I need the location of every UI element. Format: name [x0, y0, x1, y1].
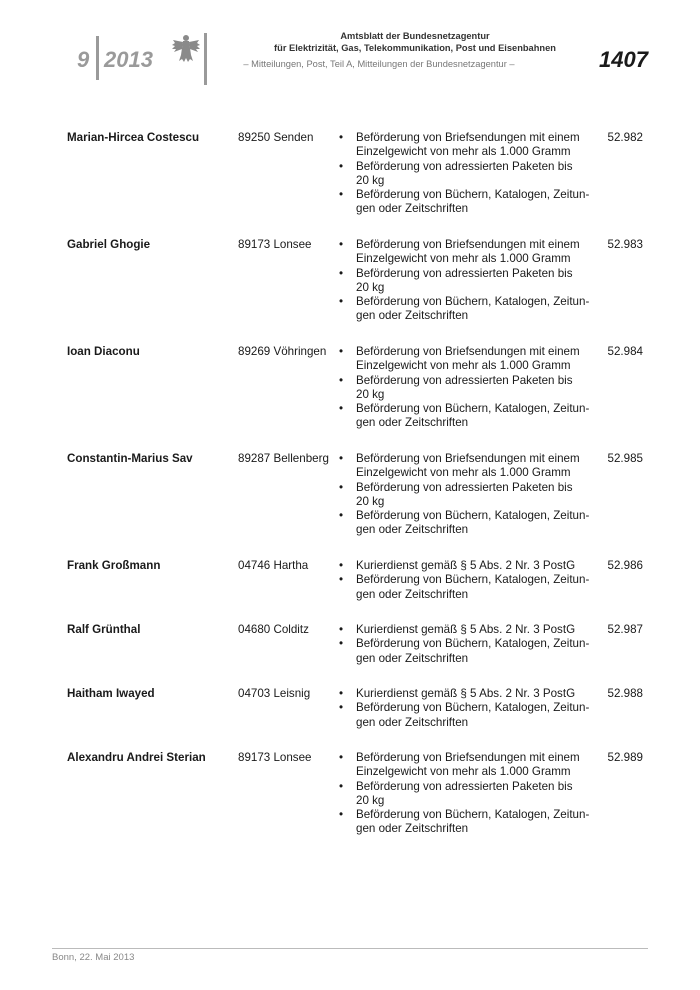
holder-place: 89173 Lonsee	[238, 238, 312, 251]
service-item: • Beförderung von adressierten Paketen bis 20 kg	[339, 779, 573, 807]
page-number: 1407	[599, 47, 648, 72]
service-item: • Beförderung von Büchern, Katalogen, Zeitun- gen oder Zeitschriften	[339, 509, 590, 537]
federal-eagle-icon	[170, 33, 202, 65]
list-item	[67, 751, 647, 858]
license-number: 52.989	[607, 751, 643, 764]
service-item: • Beförderung von Briefsendungen mit einem Einzelgewicht von mehr als 1.000 Gramm	[339, 131, 580, 159]
holder-name: Alexandru Andrei Sterian	[67, 751, 206, 764]
service-item: • Beförderung von adressierten Paketen bis 20 kg	[339, 266, 573, 294]
service-list	[339, 131, 599, 217]
license-number: 52.986	[607, 559, 643, 572]
list-item	[67, 623, 647, 687]
service-item: • Beförderung von Büchern, Katalogen, Zeitun- gen oder Zeitschriften	[339, 295, 590, 323]
service-item: • Beförderung von adressierten Paketen bis 20 kg	[339, 373, 573, 401]
holder-name: Frank Großmann	[67, 559, 161, 572]
holder-place: 89173 Lonsee	[238, 751, 312, 764]
holder-place: 04746 Hartha	[238, 559, 309, 572]
holder-name: Ralf Grünthal	[67, 623, 141, 636]
service-item: • Beförderung von Büchern, Katalogen, Zeitun- gen oder Zeitschriften	[339, 637, 590, 665]
list-item	[67, 131, 647, 238]
list-item	[67, 687, 647, 751]
service-item: • Beförderung von Büchern, Katalogen, Zeitun- gen oder Zeitschriften	[339, 701, 590, 729]
service-item: • Kurierdienst gemäß § 5 Abs. 2 Nr. 3 PostG	[339, 623, 576, 636]
service-list	[339, 452, 599, 538]
license-entries	[67, 131, 647, 858]
service-item: • Beförderung von Büchern, Katalogen, Zeitun- gen oder Zeitschriften	[339, 188, 590, 216]
list-item	[67, 452, 647, 559]
emblem-divider	[204, 33, 207, 85]
issue-number: 9	[77, 47, 90, 72]
holder-place: 04703 Leisnig	[238, 687, 311, 700]
service-list	[339, 559, 599, 602]
service-list	[339, 623, 599, 666]
page-header	[0, 0, 700, 95]
service-item: • Beförderung von adressierten Paketen bis 20 kg	[339, 480, 573, 508]
holder-place: 89269 Vöhringen	[238, 345, 327, 358]
service-list	[339, 238, 599, 324]
service-list	[339, 345, 599, 431]
gazette-title-block	[215, 31, 615, 54]
license-number: 52.988	[607, 687, 643, 700]
service-item: • Beförderung von Büchern, Katalogen, Zeitun- gen oder Zeitschriften	[339, 808, 590, 836]
license-number: 52.985	[607, 452, 643, 465]
service-item: • Beförderung von Briefsendungen mit einem Einzelgewicht von mehr als 1.000 Gramm	[339, 452, 580, 480]
issue-divider	[96, 36, 99, 80]
service-item: • Beförderung von Büchern, Katalogen, Zeitun- gen oder Zeitschriften	[339, 402, 590, 430]
license-number: 52.987	[607, 623, 643, 636]
service-item: • Beförderung von adressierten Paketen bis 20 kg	[339, 159, 573, 187]
service-list	[339, 687, 599, 730]
footer-date: Bonn, 22. Mai 2013	[52, 952, 135, 963]
list-item	[67, 238, 647, 345]
holder-name: Ioan Diaconu	[67, 345, 140, 358]
list-item	[67, 559, 647, 623]
service-item: • Beförderung von Briefsendungen mit einem Einzelgewicht von mehr als 1.000 Gramm	[339, 345, 580, 373]
holder-name: Gabriel Ghogie	[67, 238, 151, 251]
service-item: • Kurierdienst gemäß § 5 Abs. 2 Nr. 3 PostG	[339, 687, 576, 700]
gazette-title: Amtsblatt der Bundesnetzagentur	[340, 31, 490, 41]
holder-name: Haitham Iwayed	[67, 687, 155, 700]
list-item	[67, 345, 647, 452]
holder-place: 89287 Bellenberg	[238, 452, 329, 465]
service-item: • Kurierdienst gemäß § 5 Abs. 2 Nr. 3 PostG	[339, 559, 576, 572]
holder-name: Constantin-Marius Sav	[67, 452, 193, 465]
license-number: 52.984	[607, 345, 643, 358]
footer-divider	[52, 948, 648, 949]
gazette-subtitle: – Mitteilungen, Post, Teil A, Mitteilungen der Bundesnetzagentur –	[243, 59, 515, 69]
license-number: 52.982	[607, 131, 643, 144]
service-item: • Beförderung von Briefsendungen mit einem Einzelgewicht von mehr als 1.000 Gramm	[339, 751, 580, 779]
issue-year: 2013	[104, 47, 153, 72]
license-number: 52.983	[607, 238, 643, 251]
service-item: • Beförderung von Briefsendungen mit einem Einzelgewicht von mehr als 1.000 Gramm	[339, 238, 580, 266]
service-item: • Beförderung von Büchern, Katalogen, Zeitun- gen oder Zeitschriften	[339, 573, 590, 601]
holder-name: Marian-Hircea Costescu	[67, 131, 200, 144]
service-list	[339, 751, 599, 837]
holder-place: 89250 Senden	[238, 131, 314, 144]
gazette-agency: für Elektrizität, Gas, Telekommunikation, Post und Eisenbahnen	[274, 42, 556, 53]
holder-place: 04680 Colditz	[238, 623, 309, 636]
